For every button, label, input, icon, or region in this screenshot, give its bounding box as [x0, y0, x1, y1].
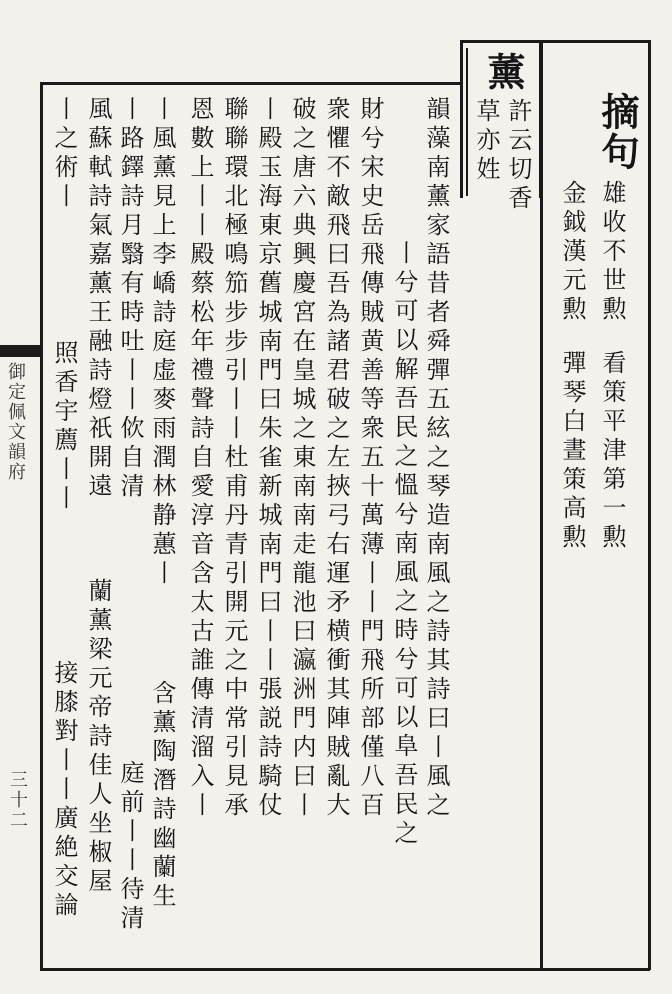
margin-page-number: 三十二 [7, 770, 28, 830]
header-box-inner-line [466, 48, 468, 196]
frame-bottom-border [40, 968, 650, 971]
margin-book-title: 御定佩文韻府 [5, 362, 26, 482]
entry-col-6: 丨殿玉海東京舊城南門曰朱雀新城南門曰丨丨張説詩騎仗 [254, 96, 282, 821]
right-col1b: 看策平津第一勲 [598, 350, 626, 553]
entry-col-1: 韻藻南薰家語昔者舜彈五絃之琴造南風之詩其詩曰丨風之 [422, 96, 450, 821]
entry-col-10b: 庭前丨丨待清 [116, 760, 144, 934]
right-col2b: 彈琴白晝策高勲 [558, 350, 586, 553]
headword-xun: 薰 [481, 52, 526, 92]
frame-right-border [648, 40, 651, 970]
entry-col-8: 恩數上丨丨殿蔡松年禮聲詩自愛淳音含太古誰傳清溜入丨 [186, 96, 214, 821]
frame-top-border-right [536, 40, 650, 43]
entry-col-11b: 蘭薰梁元帝詩佳人坐椒屋 [84, 578, 112, 897]
frame-left-border [40, 82, 43, 968]
entry-col-4: 衆懼不敵飛曰吾為諸君破之左挾弓右運矛横衝其陣賊亂大 [322, 96, 350, 821]
entry-col-5: 破之唐六典興慶宮在皇城之東南南走龍池曰瀛洲門内曰丨 [288, 96, 316, 821]
entry-col-12: 丨之術丨 [50, 96, 78, 212]
right-col2: 金鉞漢元勲 [558, 180, 586, 325]
section-divider [540, 40, 543, 968]
entry-col-12b: 照香宇薦丨丨 [50, 340, 78, 514]
entry-col-9b: 含薰陶潛詩幽蘭生 [148, 680, 176, 912]
entry-col-2: 丨兮可以解吾民之慍兮南風之時兮可以阜吾民之 [390, 240, 418, 849]
frame-top-border [40, 82, 460, 85]
entry-col-11: 風蘇軾詩氣嘉薰王融詩燈祇開遠 [84, 96, 112, 502]
entry-col-9: 丨風薰見上李嶠詩庭虚麥雨潤林静蕙丨 [148, 96, 176, 589]
header-col2: 草亦姓 [472, 98, 500, 185]
head-zhaiju: 摘句 [595, 92, 640, 172]
entry-col-12c: 接膝對丨丨廣絶交論 [50, 660, 78, 921]
entry-col-10: 丨路鐸詩月翳有時吐丨丨佽自清 [116, 96, 144, 502]
fishtail-mark [0, 345, 40, 357]
right-col1: 雄收不世勲 [598, 180, 626, 325]
entry-col-7: 聯聯環北極鳴笳步步引丨丨杜甫丹青引開元之中常引見承 [220, 96, 248, 821]
entry-col-3: 財兮宋史岳飛傳賊黄善等衆五十萬薄丨丨門飛所部僅八百 [356, 96, 384, 821]
header-col1: 許云切香 [504, 98, 532, 214]
